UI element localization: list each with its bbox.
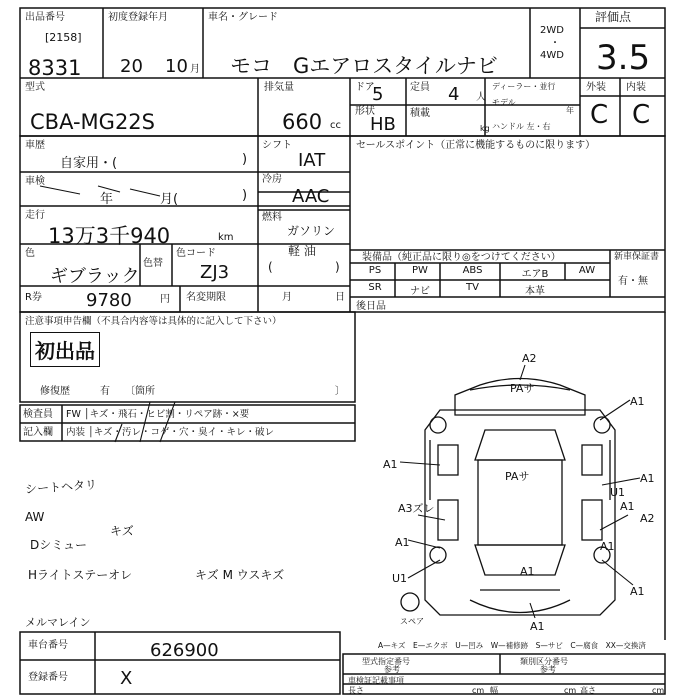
- height-label: 高さ: [580, 686, 596, 695]
- lot-big-number: 8331: [28, 56, 82, 80]
- mark-a2-side: A2: [640, 512, 655, 525]
- mark-u1: U1: [610, 486, 626, 499]
- month-suffix: 月: [190, 64, 200, 75]
- first-reg-label: 初度登録年月: [108, 12, 168, 23]
- mark-a1-fl-door: A1: [383, 458, 398, 471]
- name-change-month: 月: [282, 292, 292, 303]
- shift-label: シフト: [262, 140, 292, 151]
- equipment-label: 装備品（純正品に限り◎をつけてください）: [362, 252, 561, 263]
- equip-leather: 本革: [525, 286, 545, 297]
- drive-4wd: 4WD: [540, 50, 564, 61]
- inspector-interior-items: 内装 │キズ・汚レ・コゲ・穴・臭イ・キレ・破レ: [66, 427, 274, 438]
- equip-aw: AW: [578, 265, 596, 276]
- first-reg-year: 20: [120, 56, 143, 77]
- mark-a1-rr: A1: [600, 540, 615, 553]
- car-diagram: [401, 379, 615, 616]
- model-year-label: モデル: [492, 98, 516, 107]
- mark-pa-roof: PAサ: [505, 470, 530, 483]
- handle-label: ハンドル 左・右: [492, 122, 551, 131]
- sales-point-label: セールスポイント（正常に機能するものに限ります）: [356, 140, 596, 151]
- spare-label: スペア: [400, 617, 424, 626]
- equip-sr: SR: [368, 282, 382, 293]
- warranty-value: 有・無: [618, 276, 648, 287]
- mark-a1-fr: A1: [630, 395, 645, 408]
- fuel-label: 燃料: [262, 212, 282, 223]
- lot-label: 出品番号: [25, 12, 65, 23]
- inspector-label: 検査員: [23, 409, 53, 420]
- shift-value: IAT: [298, 150, 326, 171]
- displacement-label: 排気量: [264, 82, 294, 93]
- color-change-label: 色替: [143, 258, 163, 269]
- first-reg-month: 10: [165, 56, 188, 77]
- recycle-label: R券: [25, 292, 42, 303]
- score-label: 評価点: [595, 10, 632, 24]
- history-close: ): [242, 152, 248, 167]
- mileage-value: 13万3千940: [48, 224, 171, 248]
- mark-a1-rear-r: A1: [630, 585, 645, 598]
- ac-value: AAC: [292, 186, 330, 207]
- hw-note-2: AW: [25, 510, 45, 524]
- inspection-label: 車検: [25, 176, 45, 187]
- mark-a1-rl: A1: [395, 536, 410, 549]
- hw-note-3: Dシミュー: [30, 538, 88, 552]
- fuel-paren-close: ): [335, 260, 340, 274]
- color-code-value: ZJ3: [200, 262, 230, 283]
- mark-a3: A3ズレ: [398, 502, 435, 515]
- mark-pa-hood: PAサ: [510, 382, 535, 395]
- exterior-label: 外装: [586, 82, 606, 93]
- rear-seat-label: 後日品: [356, 301, 386, 312]
- inspection-close: ): [242, 188, 248, 203]
- name-change-label: 名変期限: [186, 292, 226, 303]
- shape-value: HB: [370, 114, 396, 135]
- mark-u1-rear: U1: [392, 572, 408, 585]
- name-grade-label: 車名・グレード: [208, 12, 278, 23]
- repair-value: 有: [100, 386, 110, 397]
- color-code-label: 色コード: [176, 248, 216, 259]
- model-ref-label: 型式指定番号: [362, 657, 410, 666]
- dims-label: 車検証記載事項: [348, 676, 404, 685]
- color-value: ギブラック: [50, 266, 140, 287]
- equip-navi: ナビ: [410, 286, 430, 297]
- first-listing-stamp: 初出品: [30, 332, 100, 367]
- capacity-label: 定員: [410, 82, 430, 93]
- hw-note-5: Hライトステーオレ: [28, 568, 133, 582]
- shape-label: 形状: [355, 106, 375, 117]
- height-cm: cm: [652, 686, 665, 695]
- hw-note-1: シートヘタリ: [24, 477, 98, 497]
- fuel-value: ガソリン: [287, 224, 336, 238]
- width-cm: cm: [564, 686, 577, 695]
- inspection-month: 月(: [160, 192, 179, 207]
- length-label: 長さ: [348, 686, 364, 695]
- displacement-unit: cc: [330, 120, 341, 131]
- equip-tv: TV: [466, 282, 479, 293]
- mark-a1-side: A1: [620, 500, 635, 513]
- repair-label: 修復歴: [40, 386, 70, 397]
- fuel-other: 軽 油: [288, 244, 316, 258]
- repair-close: 〕: [335, 386, 345, 397]
- mileage-label: 走行: [25, 210, 45, 221]
- name-change-day: 日: [335, 292, 345, 303]
- dealer-label: ディーラー・並行: [492, 82, 556, 91]
- mileage-unit: km: [218, 232, 234, 243]
- ac-label: 冷房: [262, 174, 282, 185]
- model-value: CBA-MG22S: [30, 110, 155, 134]
- model-ref-sub: 参考: [384, 665, 400, 674]
- interior-grade: C: [632, 100, 651, 130]
- score-value: 3.5: [596, 38, 651, 78]
- load-label: 積載: [410, 108, 430, 119]
- inspector-exterior-items: FW │キズ・飛石・ヒビ割・リペア跡・×要: [66, 409, 250, 420]
- warranty-label: 新車保証書: [614, 252, 660, 262]
- name-grade-value: モコ Gエアロスタイルナビ: [230, 54, 498, 78]
- recycle-value: 9780: [86, 290, 132, 311]
- capacity-unit: 人: [476, 92, 486, 103]
- history-label: 車歴: [25, 140, 45, 151]
- displacement-value: 660: [282, 110, 323, 134]
- inspection-year: 年: [100, 192, 114, 207]
- capacity-value: 4: [448, 84, 460, 105]
- hw-note-6: キズ M ウスキズ: [195, 568, 285, 582]
- mark-a1-rear: A1: [530, 620, 545, 633]
- equip-pw: PW: [412, 265, 428, 276]
- load-unit: kg: [480, 124, 490, 133]
- notes-label: 注意事項申告欄（不具合内容等は具体的に記入して下さい）: [25, 316, 282, 327]
- mark-a1-trunk: A1: [520, 565, 535, 578]
- damage-legend: A—キズ E—エクボ U—凹み W—補修跡 S—サビ C—腐食 XX—交換済: [378, 641, 646, 650]
- reg-no-value: X: [120, 668, 133, 689]
- drive-2wd: 2WD: [540, 25, 564, 36]
- drive-dot: ・: [550, 38, 560, 49]
- equip-airbag: エアB: [521, 269, 549, 280]
- door-value: 5: [372, 84, 384, 105]
- inspector-entry-label: 記入欄: [23, 427, 53, 438]
- mark-a1-rr-door: A1: [640, 472, 655, 485]
- model-label: 型式: [25, 82, 45, 93]
- fuel-paren-open: (: [268, 260, 273, 274]
- equip-abs: ABS: [462, 265, 483, 276]
- history-value: 自家用・(: [60, 156, 118, 171]
- class-ref-sub: 参考: [540, 665, 556, 674]
- hw-note-7: メルマレイン: [25, 616, 91, 629]
- length-cm: cm: [472, 686, 485, 695]
- repair-bracket: 〔箇所: [125, 386, 155, 397]
- door-label: ドア: [355, 82, 375, 93]
- lot-number: [2158]: [45, 31, 82, 44]
- interior-label: 内装: [626, 82, 646, 93]
- reg-no-label: 登録番号: [28, 672, 68, 683]
- mark-a2-front: A2: [522, 352, 537, 365]
- car-no-value: 626900: [150, 640, 219, 661]
- class-ref-label: 類別区分番号: [520, 657, 568, 666]
- recycle-unit: 円: [160, 294, 170, 305]
- color-label: 色: [25, 248, 35, 259]
- equip-ps: PS: [368, 265, 382, 276]
- car-no-label: 車台番号: [28, 640, 68, 651]
- exterior-grade: C: [590, 100, 609, 130]
- hw-note-4: キズ: [110, 524, 134, 538]
- model-year-suffix: 年: [566, 106, 574, 115]
- width-label: 幅: [490, 686, 498, 695]
